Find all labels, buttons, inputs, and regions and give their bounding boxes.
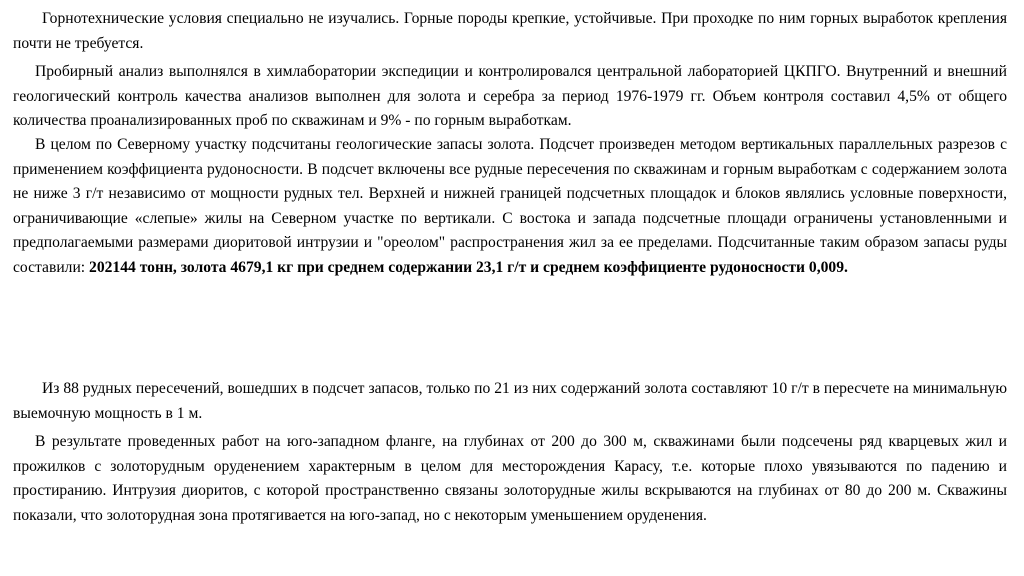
paragraph-text: Пробирный анализ выполнялся в химлаборатории экспедиции и контролировался центральной лабораторией ЦКПГО. Внутренний и внешний геологический контроль качества анализов выполнен для золота и серебра за период 1976-1979 гг. Объем контроля составил 4,5% от общего количества проанализированных проб по скважинам и 9% - по горным выработкам. (13, 63, 1007, 130)
paragraph-text: В целом по Северному участку подсчитаны геологические запасы золота. Подсчет произведен методом вертикальных параллельных разрезов с применением коэффициента рудоносности. В подсчет включены все рудные пересечения по скважинам и горным выработкам с содержанием золота не ниже 3 г/т независимо от мощности рудных тел. Верхней и нижней границей подсчетных площадок и блоков являлись условные поверхности, ограничивающие «слепые» жилы на Северном участке по вертикали. С востока и запада подсчетные площади ограничены установленными и предполагаемыми размерами диоритовой интрузии и "ореолом" распространения жил за ее пределами. Подсчитанные таким образом запасы руды составили: (13, 136, 1007, 276)
paragraph-assay-analysis (13, 60, 1007, 134)
paragraph-ore-intersections (13, 377, 1007, 426)
paragraph-text: В результате проведенных работ на юго-западном фланге, на глубинах от 200 до 300 м, скважинами были подсечены ряд кварцевых жил и прожилков с золоторудным оруденением характерным в целом для месторождения Карасу, т.е. которые плохо увязываются по падению и простиранию. Интрузия диоритов, с которой пространственно связаны золоторудные жилы вскрываются на глубинах от 80 до 200 м. Скважины показали, что золоторудная зона протягивается на юго-запад, но с некоторым уменьшением оруденения. (13, 433, 1007, 524)
paragraph-text: Из 88 рудных пересечений, вошедших в подсчет запасов, только по 21 из них содержаний золота составляют 10 г/т в пересчете на минимальную выемочную мощность в 1 м. (13, 380, 1007, 422)
paragraph-text: Горнотехнические условия специально не изучались. Горные породы крепкие, устойчивые. При проходке по ним горных выработок крепления почти не требуется. (13, 10, 1007, 52)
paragraph-reserves-calculation (13, 133, 1007, 281)
paragraph-southwest-flank (13, 430, 1007, 528)
paragraph-mining-conditions (13, 7, 1007, 56)
paragraph-bold-summary: 202144 тонн, золота 4679,1 кг при среднем содержании 23,1 г/т и среднем коэффициенте рудоносности 0,009. (89, 258, 848, 276)
